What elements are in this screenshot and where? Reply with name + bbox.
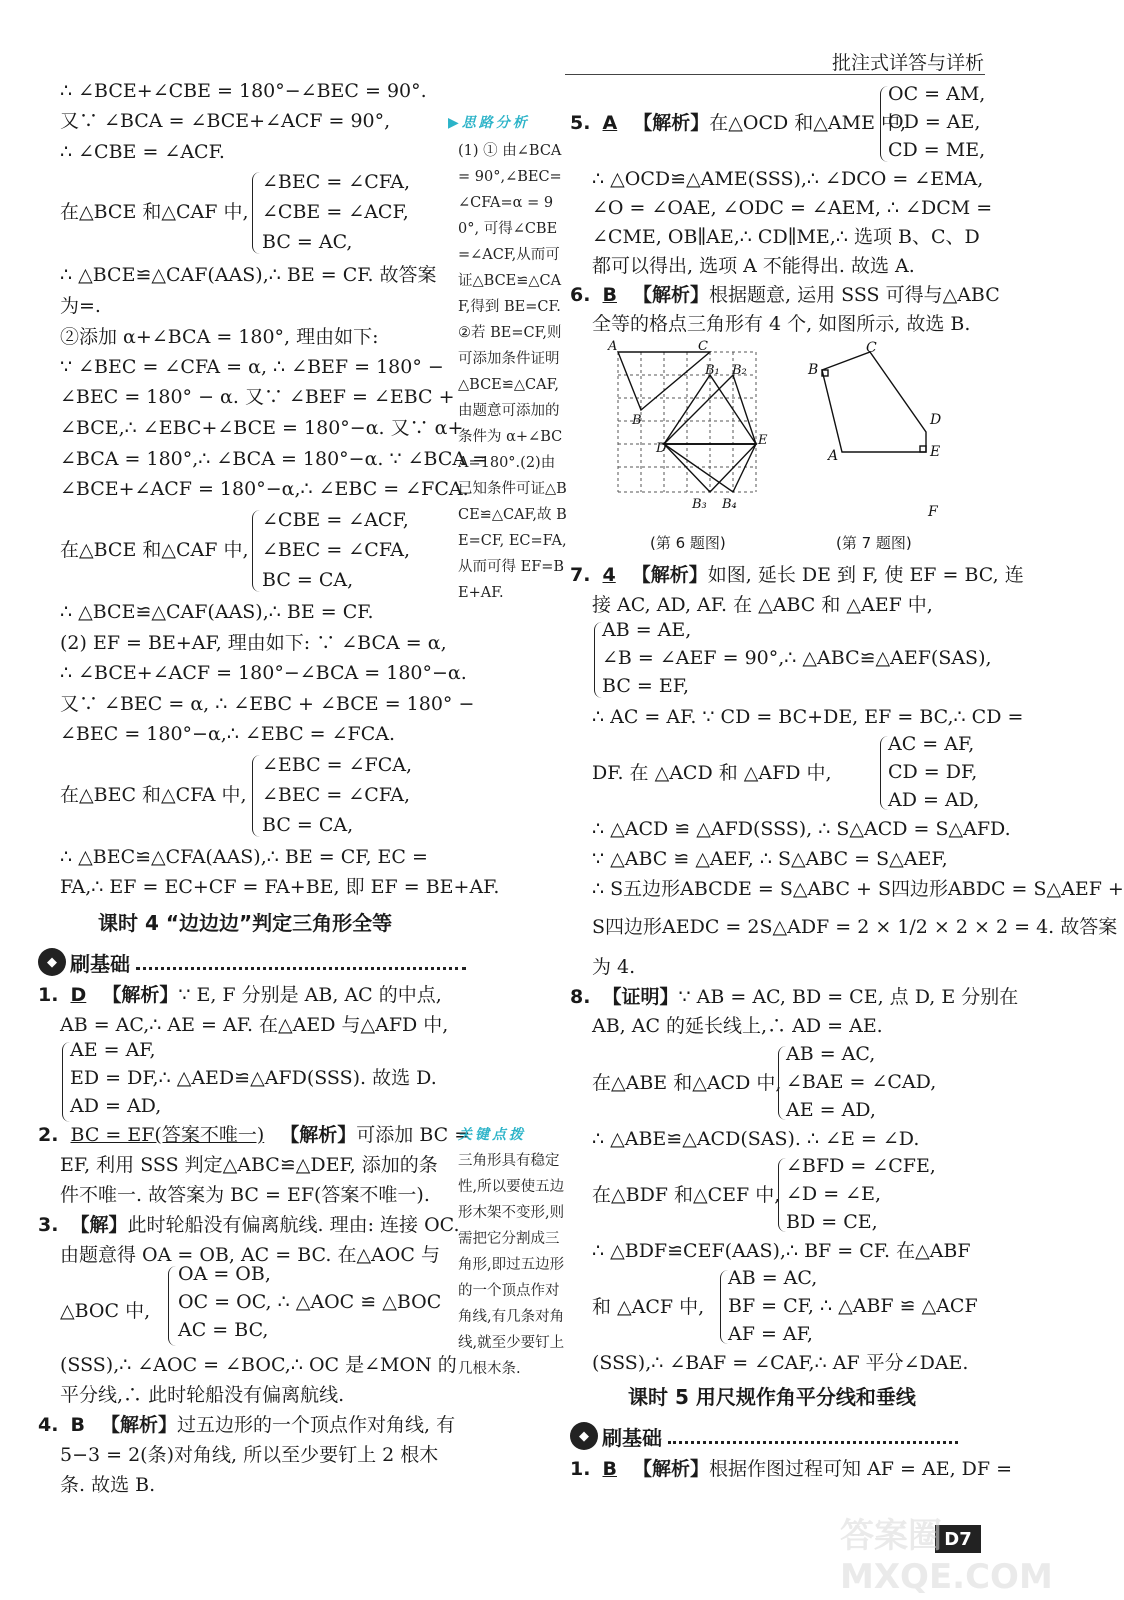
text-line: 又∵ ∠BCA = ∠BCE+∠ACF = 90°,	[60, 110, 391, 132]
analysis-tag: 【解析】	[280, 1124, 357, 1146]
text-line: FA,∴ EF = EC+CF = FA+BE, 即 EF = BE+AF.	[60, 876, 500, 898]
label-F: F	[928, 504, 938, 520]
text-line: AB, AC 的延长线上,∴ AD = AE.	[592, 1015, 883, 1037]
label-E: E	[930, 444, 941, 460]
question-number: 2.	[38, 1124, 59, 1146]
text-line: ∠BCE+∠ACF = 180°−α,∴ ∠EBC = ∠FCA.	[60, 478, 469, 500]
question-number: 1.	[38, 984, 59, 1006]
text-line: ∴ ∠BCE+∠ACF = 180°−∠BCA = 180°−α.	[60, 662, 467, 684]
question-8	[570, 984, 1018, 1010]
answer-value: 4	[602, 564, 616, 586]
text-line: 平分线,∴ 此时轮船没有偏离航线.	[60, 1384, 345, 1406]
text-line: ∴ △ABE≌△ACD(SAS). ∴ ∠E = ∠D.	[592, 1128, 920, 1150]
text-line: 在△BDF 和△CEF 中,	[592, 1184, 781, 1206]
system-line: BC = CA,	[262, 814, 354, 836]
system-line: ∠EBC = ∠FCA,	[262, 754, 413, 776]
answer-text: BC = EF(答案不唯一)	[70, 1124, 265, 1146]
answer-choice: B	[70, 1414, 85, 1436]
system-line: AD = AD,	[888, 789, 980, 811]
page-number: D7	[935, 1525, 981, 1553]
system-line: ∠CBE = ∠ACF,	[262, 509, 409, 531]
solution-tag: 【解】	[70, 1214, 128, 1236]
label-B3: B₃	[692, 497, 707, 512]
question-number: 3.	[38, 1214, 59, 1236]
label-D: D	[930, 412, 942, 428]
figure-6-caption: (第 6 题图)	[650, 534, 726, 552]
label-B1: B₁	[705, 363, 720, 378]
system-line: AB = AC,	[728, 1267, 818, 1289]
system-line: AE = AF,	[70, 1039, 156, 1061]
text-line: ∠BCE,∴ ∠EBC+∠BCE = 180°−α. 又∵ α+	[60, 417, 464, 439]
system-line: CD = ME,	[888, 139, 986, 161]
system-line: ∠D = ∠E,	[786, 1183, 881, 1205]
text-line: (2) EF = BE+AF, 理由如下: ∵ ∠BCA = α,	[60, 632, 447, 654]
label-A: A	[608, 339, 618, 354]
badge-label: 刷基础	[70, 951, 130, 976]
system-line: OC = AM,	[888, 83, 986, 105]
question-2	[38, 1122, 470, 1148]
badge-icon: ◆	[38, 948, 66, 976]
section-badge	[570, 1420, 958, 1452]
question-1-lesson5	[570, 1456, 1012, 1482]
system-line: AB = AC,	[786, 1043, 876, 1065]
answer-choice: B	[602, 1458, 617, 1480]
text-line: 和 △ACF 中,	[592, 1296, 705, 1318]
system-line: ∠BFD = ∠CFE,	[786, 1155, 936, 1177]
text-line: ∴ △BEC≌△CFA(AAS),∴ BE = CF, EC =	[60, 846, 428, 868]
analysis-tag: 【解析】	[102, 984, 179, 1006]
figure-6-grid	[600, 340, 780, 510]
text-line: ②添加 α+∠BCA = 180°, 理由如下:	[60, 326, 379, 348]
analysis-tag: 【解析】	[633, 112, 710, 134]
label-C: C	[866, 340, 877, 356]
text-line: ∠CME, OB∥AE,∴ CD∥ME,∴ 选项 B、C、D	[592, 226, 980, 248]
system-line: ∠BAE = ∠CAD,	[786, 1071, 937, 1093]
text-line: DF. 在 △ACD 和 △AFD 中,	[592, 762, 832, 784]
answer-choice: D	[70, 984, 87, 1006]
figure-7-caption: (第 7 题图)	[836, 534, 912, 552]
question-number: 7.	[570, 564, 591, 586]
label-B2: B₂	[732, 363, 747, 378]
analysis-tag: 【解析】	[633, 1458, 710, 1480]
note-title-analysis: ▶思路分析	[448, 115, 530, 131]
figure-7-diagram	[800, 340, 970, 520]
text-line: ∠BEC = 180° − α. 又∵ ∠BEF = ∠EBC +	[60, 386, 455, 408]
text-line: 过五边形的一个顶点作对角线, 有	[177, 1414, 456, 1436]
text-line: ∠O = ∠OAE, ∠ODC = ∠AEM, ∴ ∠DCM =	[592, 197, 993, 219]
proof-tag: 【证明】	[602, 986, 679, 1008]
text-line: 在△OCD 和△AME 中,	[709, 112, 907, 134]
system-line: AD = AD,	[70, 1095, 162, 1117]
note-body-analysis: (1) ① 由∠BCA = 90°,∠BEC=∠CFA=α = 90°, 可得∠CBE=∠ACF,从而可证△BCE≌△CAF,得到 BE=CF.②若 BE=CF,则可添加条件证明△BCE≌△CAF,由题意可添加的条件为 α+∠BCA=180°.(2)由已知条件可证△BCE≌△CAF,故 BE=CF, EC=FA,从而可得 EF=BE+AF.	[458, 143, 567, 601]
text-line: 根据题意, 运用 SSS 可得与△ABC	[709, 284, 1000, 306]
system-line: AB = AE,	[602, 619, 692, 641]
label-E: E	[758, 433, 768, 448]
page-header-title: 批注式详答与详析	[831, 52, 984, 74]
text-line: 在△ABE 和△ACD 中,	[592, 1072, 782, 1094]
text-line: 接 AC, AD, AF. 在 △ABC 和 △AEF 中,	[592, 594, 933, 616]
text-line: ∵ E, F 分别是 AB, AC 的中点,	[178, 984, 442, 1006]
text-line: 在△BEC 和△CFA 中,	[60, 784, 247, 806]
label-D: D	[656, 441, 667, 456]
text-line: 根据作图过程可知 AF = AE, DF =	[709, 1458, 1013, 1480]
text-line: ∠BCA = 180°,∴ ∠BCA = 180°−α. ∵ ∠BCA =	[60, 448, 489, 470]
badge-dotted-rule	[136, 955, 466, 970]
analysis-tag: 【解析】	[631, 564, 708, 586]
system-line: AC = AF,	[888, 733, 975, 755]
question-number: 8.	[570, 986, 591, 1008]
note-title-key-point: 关键点拨	[458, 1127, 526, 1143]
section-badge	[38, 946, 466, 978]
text-line: △BOC 中,	[60, 1300, 151, 1322]
text-line: S四边形AEDC = 2S△ADF = 2 × 1/2 × 2 × 2 = 4. 故答案	[592, 916, 1118, 938]
system-line: OA = OB,	[178, 1263, 271, 1285]
question-4	[38, 1412, 455, 1438]
text-line: ∴ △BCE≌△CAF(AAS),∴ BE = CF. 故答案	[60, 264, 437, 286]
system-line: ∠BEC = ∠CFA,	[262, 539, 411, 561]
answer-choice: B	[602, 284, 617, 306]
text-line: 此时轮船没有偏离航线. 理由: 连接 OC.	[127, 1214, 460, 1236]
text-line: (SSS),∴ ∠AOC = ∠BOC,∴ OC 是∠MON 的	[60, 1354, 457, 1376]
label-B4: B₄	[722, 497, 737, 512]
text-line: ∴ △ACD ≌ △AFD(SSS), ∴ S△ACD = S△AFD.	[592, 818, 1011, 840]
text-line: AB = AC,∴ AE = AF. 在△AED 与△AFD 中,	[60, 1014, 449, 1036]
question-7	[570, 562, 1024, 588]
badge-dotted-rule	[668, 1429, 958, 1444]
badge-icon: ◆	[570, 1422, 598, 1450]
question-number: 1.	[570, 1458, 591, 1480]
note-body-key-point: 三角形具有稳定性,所以要使五边形木架不变形,则需把它分割成三角形,即过五边形的一个顶点作对角线,有几条对角线,就至少要钉上几根木条.	[458, 1153, 565, 1377]
text-line: 为=.	[60, 295, 101, 317]
system-line: ∠CBE = ∠ACF,	[262, 201, 409, 223]
arrow-icon: ▶	[448, 115, 462, 131]
lesson-title: 课时 5 用尺规作角平分线和垂线	[628, 1385, 916, 1409]
label-B: B	[808, 362, 819, 378]
label-B: B	[632, 413, 642, 428]
question-3	[38, 1212, 460, 1238]
answer-choice: A	[602, 112, 618, 134]
text-line: 如图, 延长 DE 到 F, 使 EF = BC, 连	[707, 564, 1024, 586]
question-number: 5.	[570, 112, 591, 134]
system-line: BF = CF, ∴ △ABF ≌ △ACF	[728, 1295, 978, 1317]
lesson-title: 课时 4 “边边边”判定三角形全等	[98, 911, 393, 935]
text-line: 又∵ ∠BEC = α, ∴ ∠EBC + ∠BCE = 180° −	[60, 693, 475, 715]
text-line: ∴ S五边形ABCDE = S△ABC + S四边形ABDC = S△AEF +	[592, 878, 1124, 900]
question-6	[570, 282, 1000, 308]
text-line: 在△BCE 和△CAF 中,	[60, 539, 249, 561]
text-line: ∴ ∠BCE+∠CBE = 180°−∠BEC = 90°.	[60, 80, 427, 102]
text-line: 可添加 BC =	[356, 1124, 471, 1146]
system-line: ∠BEC = ∠CFA,	[262, 171, 411, 193]
system-line: ∠BEC = ∠CFA,	[262, 784, 411, 806]
text-line: 由题意得 OA = OB, AC = BC. 在△AOC 与	[60, 1244, 440, 1266]
system-line: ∠B = ∠AEF = 90°,∴ △ABC≌△AEF(SAS),	[602, 647, 992, 669]
system-line: BD = CE,	[786, 1211, 878, 1233]
text-line: ∴ △BCE≌△CAF(AAS),∴ BE = CF.	[60, 601, 374, 623]
label-A: A	[828, 448, 839, 464]
question-number: 4.	[38, 1414, 59, 1436]
system-line: BC = AC,	[262, 231, 353, 253]
question-5	[570, 110, 906, 136]
system-line: CD = DF,	[888, 761, 978, 783]
text-line: ∴ ∠CBE = ∠ACF.	[60, 141, 225, 163]
system-line: BC = CA,	[262, 569, 354, 591]
analysis-tag: 【解析】	[633, 284, 710, 306]
text-line: 条. 故选 B.	[60, 1474, 156, 1496]
text-line: ∴ △OCD≌△AME(SSS),∴ ∠DCO = ∠EMA,	[592, 168, 984, 190]
text-line: 件不唯一. 故答案为 BC = EF(答案不唯一).	[60, 1184, 430, 1206]
figure-7-shape	[822, 352, 926, 452]
text-line: 都可以得出, 选项 A 不能得出. 故选 A.	[592, 255, 915, 277]
system-line: OC = OC, ∴ △AOC ≌ △BOC	[178, 1291, 442, 1313]
analysis-tag: 【解析】	[101, 1414, 178, 1436]
header-rule	[565, 74, 985, 75]
text-line: 全等的格点三角形有 4 个, 如图所示, 故选 B.	[592, 313, 971, 335]
label-C: C	[698, 339, 708, 354]
system-line: AC = BC,	[178, 1319, 269, 1341]
text-line: EF, 利用 SSS 判定△ABC≌△DEF, 添加的条	[60, 1154, 438, 1176]
system-line: OD = AE,	[888, 111, 981, 133]
text-line: 在△BCE 和△CAF 中,	[60, 201, 249, 223]
badge-label: 刷基础	[602, 1425, 662, 1450]
text-line: ∠BEC = 180°−α,∴ ∠EBC = ∠FCA.	[60, 723, 396, 745]
text-line: 为 4.	[592, 956, 636, 978]
text-line: ∵ ∠BEC = ∠CFA = α, ∴ ∠BEF = 180° −	[60, 356, 444, 378]
text-line: ∵ △ABC ≌ △AEF, ∴ S△ABC = S△AEF,	[592, 848, 948, 870]
question-number: 6.	[570, 284, 591, 306]
text-line: (SSS),∴ ∠BAF = ∠CAF,∴ AF 平分∠DAE.	[592, 1352, 969, 1374]
system-line: BC = EF,	[602, 675, 689, 697]
system-line: AF = AF,	[728, 1323, 813, 1345]
question-1	[38, 982, 442, 1008]
text-line: ∴ △BDF≌CEF(AAS),∴ BF = CF. 在△ABF	[592, 1240, 971, 1262]
watermark: 答案圈 MXQE.COM	[840, 1516, 1053, 1597]
text-line: ∵ AB = AC, BD = CE, 点 D, E 分别在	[678, 986, 1019, 1008]
text-line: ∴ AC = AF. ∵ CD = BC+DE, EF = BC,∴ CD =	[592, 706, 1024, 728]
system-line: AE = AD,	[786, 1099, 876, 1121]
system-line: ED = DF,∴ △AED≌△AFD(SSS). 故选 D.	[70, 1067, 437, 1089]
text-line: 5−3 = 2(条)对角线, 所以至少要钉上 2 根木	[60, 1444, 439, 1466]
